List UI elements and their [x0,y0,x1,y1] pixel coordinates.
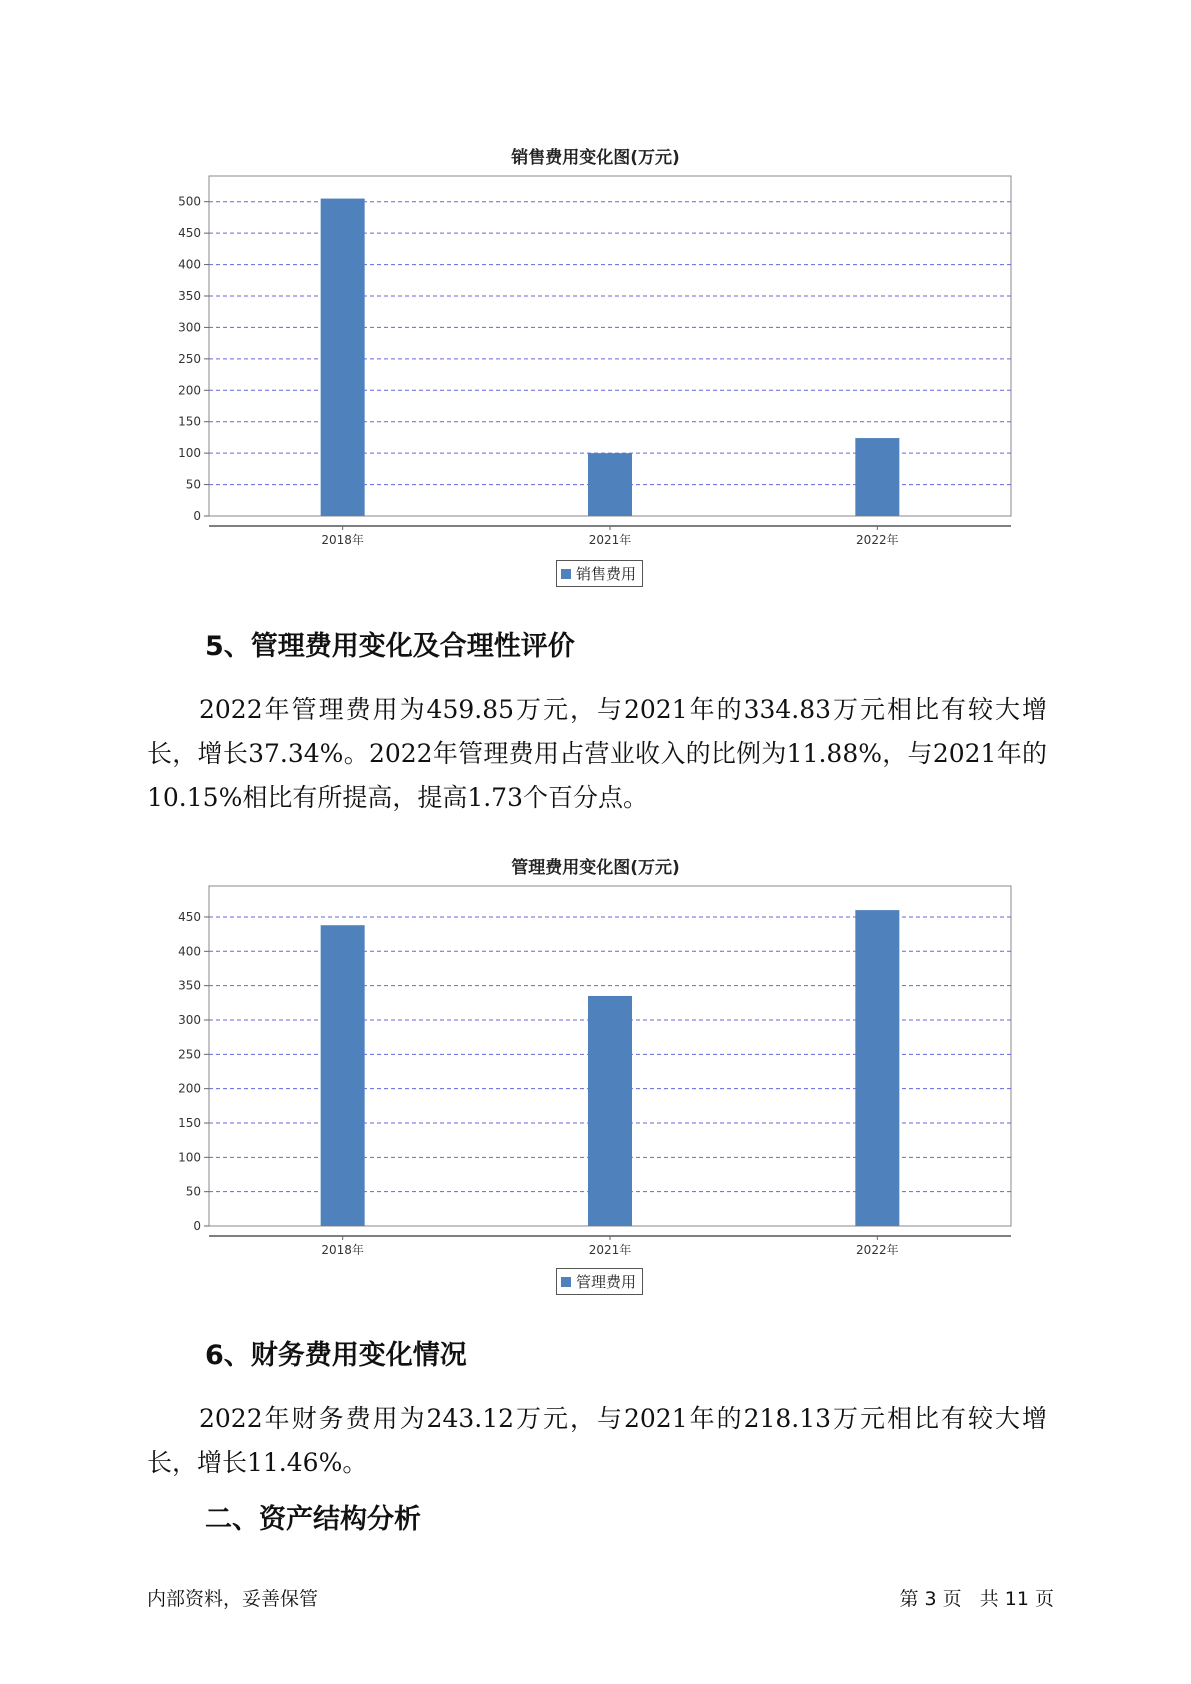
bar [588,453,632,516]
admin-expense-chart [0,880,1191,1255]
y-tick-label: 300 [178,1012,201,1027]
y-tick-label: 50 [185,477,201,492]
x-tick-label: 2022年 [856,533,899,545]
section-paragraph-5: 2022年管理费用为459.85万元，与2021年的334.83万元相比有较大增长，增长37.34%。2022年管理费用占营业收入的比例为11.88%，与2021年的10.15%相比有所提高，提高1.73个百分点。 [147,695,1047,812]
x-tick-label: 2018年 [321,1243,364,1255]
part-heading-2: 二、资产结构分析 [205,1504,421,1535]
y-tick-label: 200 [178,1081,201,1096]
x-tick-label: 2018年 [321,533,364,545]
bar [855,910,899,1226]
page-number: 第 3 页 共 11 页 [899,1588,1054,1610]
y-tick-label: 450 [178,226,201,241]
y-tick-label: 450 [178,909,201,924]
y-tick-label: 500 [178,194,201,209]
chart-title-sales: 销售费用变化图(万元) [511,148,680,168]
y-tick-label: 0 [193,509,201,523]
y-tick-label: 350 [178,289,201,303]
y-tick-label: 0 [193,1219,201,1233]
sales-expense-chart [0,170,1191,545]
bar [321,199,365,516]
y-tick-label: 200 [178,383,201,398]
section-heading-5: 5、管理费用变化及合理性评价 [205,631,575,662]
bar [321,925,365,1226]
y-tick-label: 400 [178,944,201,959]
chart-legend-sales [556,560,643,587]
y-tick-label: 250 [178,351,201,366]
chart-title-admin: 管理费用变化图(万元) [511,858,680,878]
legend-swatch [561,1277,571,1287]
y-tick-label: 400 [178,257,201,272]
x-tick-label: 2021年 [588,533,632,545]
section-paragraph-6: 2022年财务费用为243.12万元，与2021年的218.13万元相比有较大增长，增长11.46%。 [147,1404,1047,1477]
bar [588,996,632,1226]
legend-label: 管理费用 [576,1273,637,1291]
legend-swatch [561,569,571,579]
y-tick-label: 350 [178,978,201,993]
y-tick-label: 250 [178,1047,201,1062]
chart-legend-admin [556,1268,643,1295]
y-tick-label: 300 [178,320,201,335]
y-tick-label: 150 [178,414,201,429]
footer-confidential: 内部资料，妥善保管 [147,1588,319,1610]
y-tick-label: 50 [185,1184,201,1199]
x-tick-label: 2022年 [856,1243,899,1255]
y-tick-label: 100 [178,1150,201,1165]
legend-label: 销售费用 [576,565,637,583]
section-heading-6: 6、财务费用变化情况 [205,1340,467,1371]
bar [855,438,899,516]
y-tick-label: 100 [178,446,201,461]
x-tick-label: 2021年 [588,1243,632,1255]
y-tick-label: 150 [178,1115,201,1130]
